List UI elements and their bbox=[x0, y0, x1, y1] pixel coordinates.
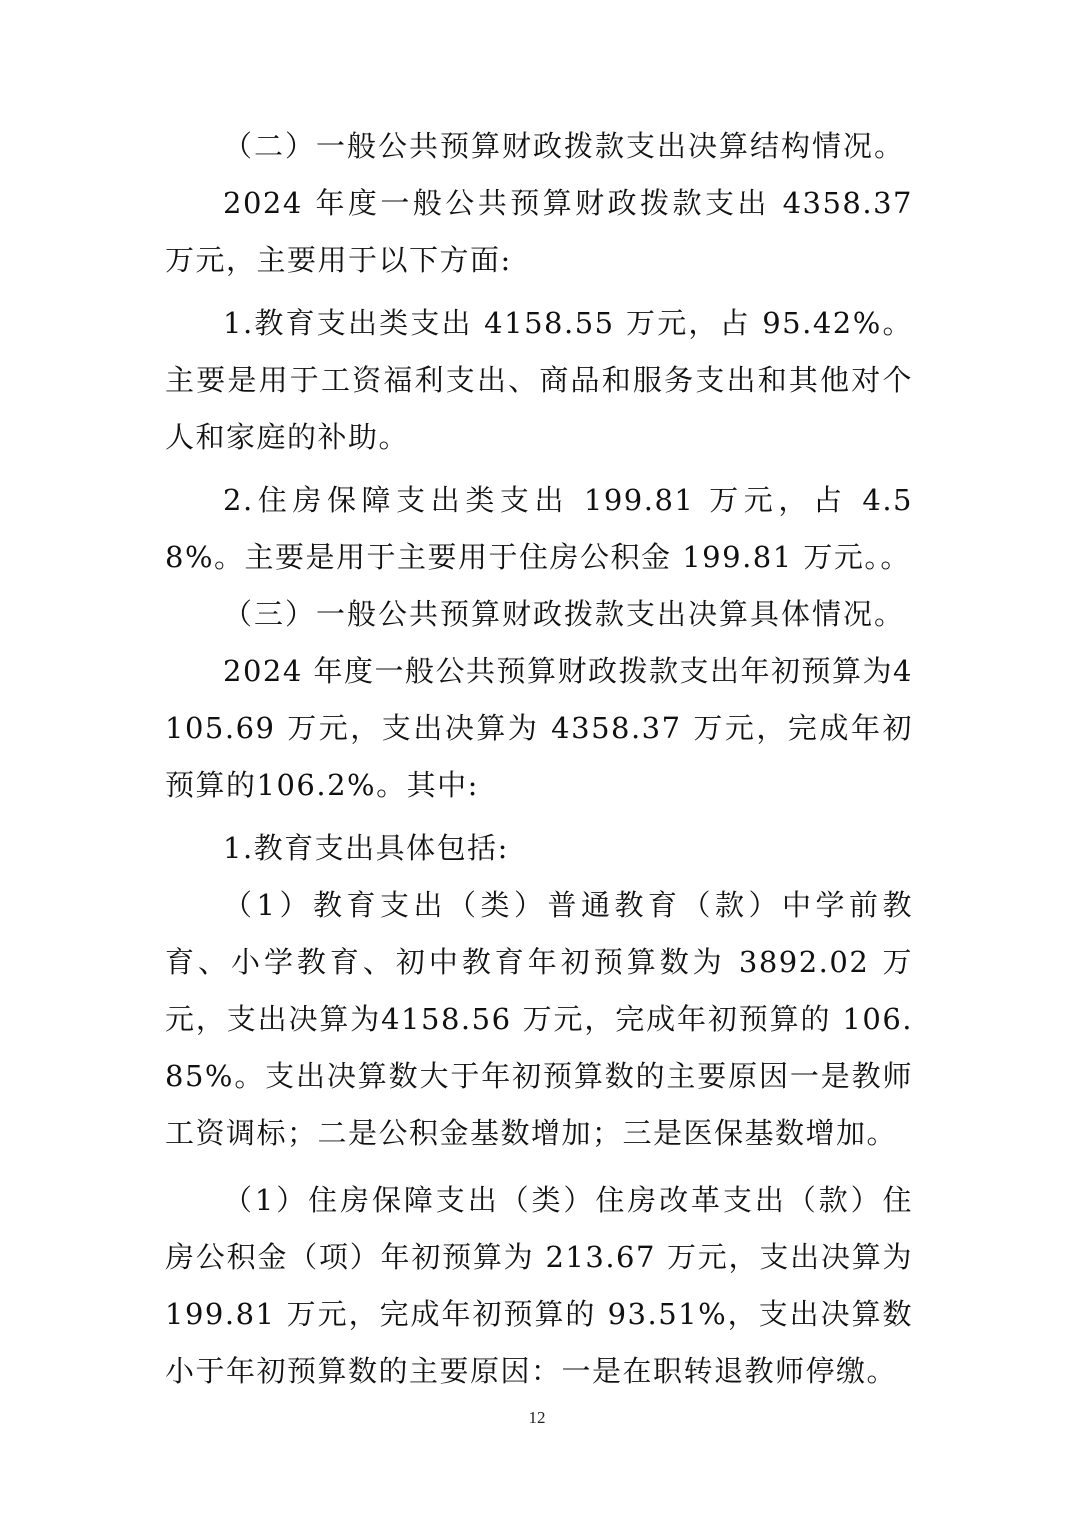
paragraph-budget-completion: 2024 年度一般公共预算财政拨款支出年初预算为4105.69 万元，支出决算为 4358.37 万元，完成年初预算的106.2%。其中: bbox=[165, 654, 913, 802]
document-body bbox=[165, 118, 913, 1400]
section-heading-structure: （二）一般公共预算财政拨款支出决算结构情况。 bbox=[223, 129, 906, 163]
page-number: 12 bbox=[528, 1408, 546, 1427]
section-heading-details: （三）一般公共预算财政拨款支出决算具体情况。 bbox=[223, 597, 906, 631]
paragraph-total-expenditure: 2024 年度一般公共预算财政拨款支出 4358.37 万元，主要用于以下方面: bbox=[165, 186, 913, 277]
paragraph-education-details: （1）教育支出（类）普通教育（款）中学前教育、小学教育、初中教育年初预算数为 3892.02 万元，支出决算为4158.56 万元，完成年初预算的 106.85%。支出决算数大于年初预算数的主要原因一是教师工资调标；二是公积金基数增加；三是医保基数增加。 bbox=[165, 888, 913, 1150]
paragraph-housing-expenditure: 2.住房保障支出类支出 199.81 万元，占 4.58%。主要是用于主要用于住房公积金 199.81 万元。。 bbox=[165, 483, 913, 574]
paragraph-housing-fund-details: （1）住房保障支出（类）住房改革支出（款）住房公积金（项）年初预算为 213.67 万元，支出决算为 199.81 万元，完成年初预算的 93.51%，支出决算数小于年初预算数的主要原因：一是在职转退教师停缴。 bbox=[165, 1183, 913, 1388]
paragraph-education-details-intro: 1.教育支出具体包括: bbox=[223, 831, 509, 865]
paragraph-education-expenditure: 1.教育支出类支出 4158.55 万元，占 95.42%。主要是用于工资福利支出、商品和服务支出和其他对个人和家庭的补助。 bbox=[165, 306, 913, 454]
